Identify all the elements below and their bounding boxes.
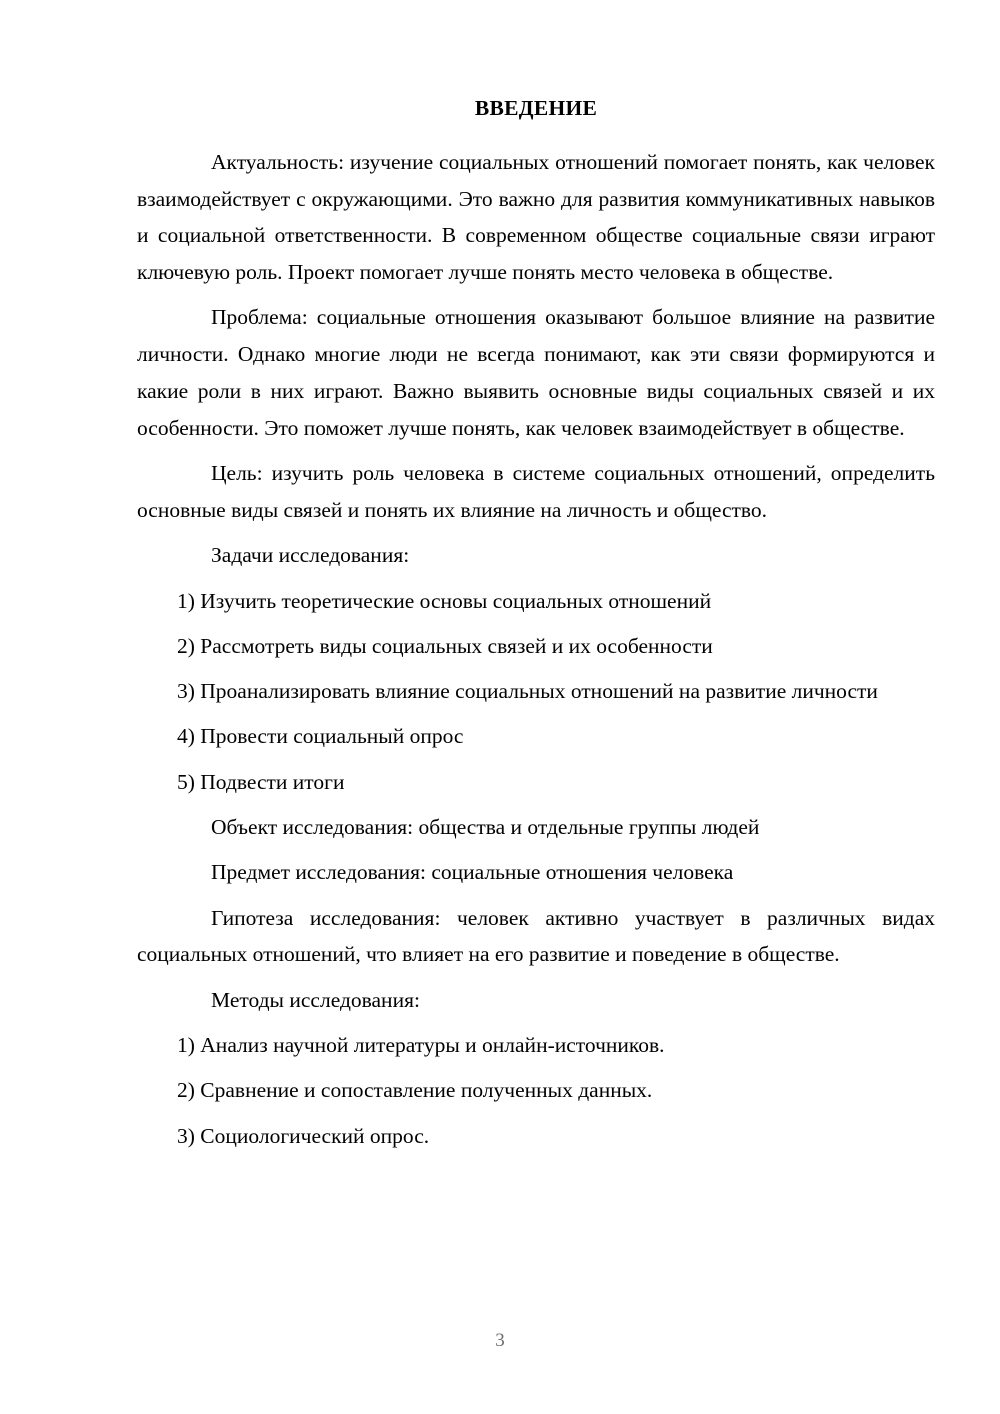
research-subject: Предмет исследования: социальные отношения человека bbox=[211, 860, 734, 885]
method-item-1: 1) Анализ научной литературы и онлайн-источников. bbox=[177, 1033, 665, 1058]
method-item-2: 2) Сравнение и сопоставление полученных данных. bbox=[177, 1078, 653, 1103]
task-item-3: 3) Проанализировать влияние социальных отношений на развитие личности bbox=[177, 679, 878, 704]
task-item-4: 4) Провести социальный опрос bbox=[177, 724, 464, 749]
methods-heading: Методы исследования: bbox=[211, 987, 420, 1012]
page-content bbox=[137, 0, 935, 1154]
paragraph-hypothesis: Гипотеза исследования: человек активно участвует в различных видах социальных отношений, что влияет на его развитие и поведение в обществе. bbox=[137, 905, 935, 967]
task-item-2: 2) Рассмотреть виды социальных связей и их особенности bbox=[177, 633, 713, 658]
tasks-heading: Задачи исследования: bbox=[211, 543, 410, 568]
task-item-5: 5) Подвести итоги bbox=[177, 769, 345, 794]
paragraph-goal: Цель: изучить роль человека в системе социальных отношений, определить основные виды связей и понять их влияние на личность и общество. bbox=[137, 461, 935, 522]
page-number: 3 bbox=[495, 1330, 505, 1351]
paragraph-relevance: Актуальность: изучение социальных отношений помогает понять, как человек взаимодействует с окружающими. Это важно для развития коммуникативных навыков и социальной ответственности. В современном обществе социальные связи играют ключевую роль. Проект помогает лучше понять место человека в обществе. bbox=[137, 149, 935, 285]
method-item-3: 3) Социологический опрос. bbox=[177, 1123, 430, 1148]
research-object: Объект исследования: общества и отдельные группы людей bbox=[211, 815, 760, 840]
paragraph-problem: Проблема: социальные отношения оказывают большое влияние на развитие личности. Однако многие люди не всегда понимают, как эти связи формируются и какие роли в них играют. Важно выявить основные виды социальных связей и их особенности. Это поможет лучше понять, как человек взаимодействует в обществе. bbox=[137, 305, 935, 440]
task-item-1: 1) Изучить теоретические основы социальных отношений bbox=[177, 588, 712, 613]
page-title: ВВЕДЕНИЕ bbox=[474, 96, 598, 120]
